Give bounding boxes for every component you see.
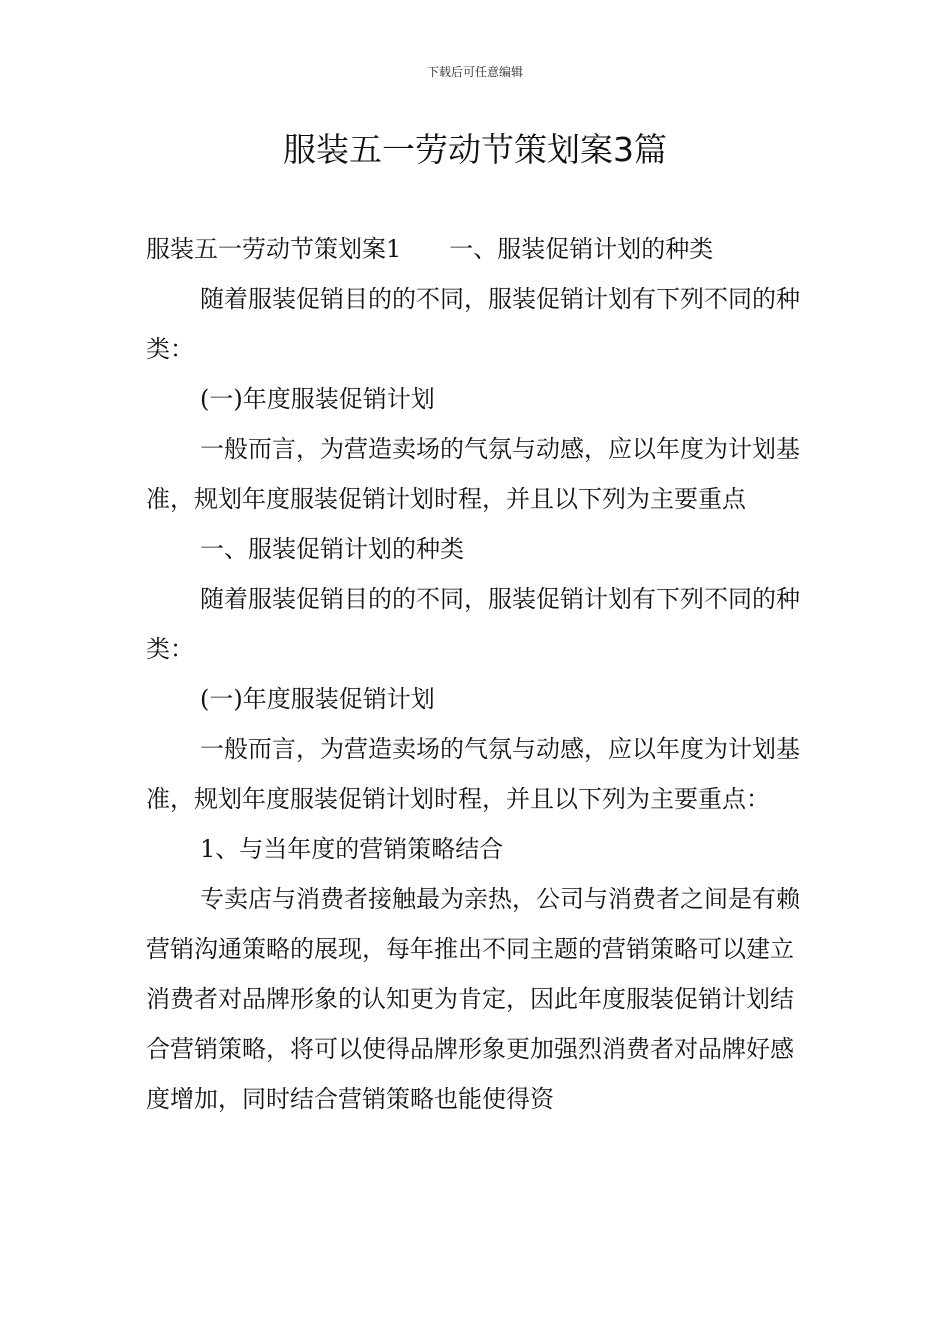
paragraph: 专卖店与消费者接触最为亲热，公司与消费者之间是有赖营销沟通策略的展现，每年推出不同主题的营销策略可以建立消费者对品牌形象的认知更为肯定，因此年度服装促销计划结合营销策略，将可以使得品牌形象更加强烈消费者对品牌好感度增加，同时结合营销策略也能使得资 — [146, 885, 800, 1113]
document-title: 服装五一劳动节策划案3篇 — [283, 130, 667, 169]
paragraph: (一)年度服装促销计划 — [200, 685, 435, 713]
header-note: 下载后可任意编辑 — [426, 65, 523, 79]
paragraph: (一)年度服装促销计划 — [200, 385, 435, 413]
paragraph: 一般而言，为营造卖场的气氛与动感，应以年度为计划基准，规划年度服装促销计划时程，并且以下列为主要重点： — [146, 735, 800, 813]
paragraph: 随着服装促销目的的不同，服装促销计划有下列不同的种类： — [146, 285, 800, 363]
document-body — [146, 224, 808, 1124]
paragraph: 一般而言，为营造卖场的气氛与动感，应以年度为计划基准，规划年度服装促销计划时程，并且以下列为主要重点 — [146, 435, 800, 513]
paragraph: 随着服装促销目的的不同，服装促销计划有下列不同的种类： — [146, 585, 800, 663]
paragraph: 一、服装促销计划的种类 — [200, 535, 464, 563]
paragraph: 1、与当年度的营销策略结合 — [200, 835, 504, 863]
paragraph: 服装五一劳动节策划案1 一、服装促销计划的种类 — [146, 235, 714, 263]
